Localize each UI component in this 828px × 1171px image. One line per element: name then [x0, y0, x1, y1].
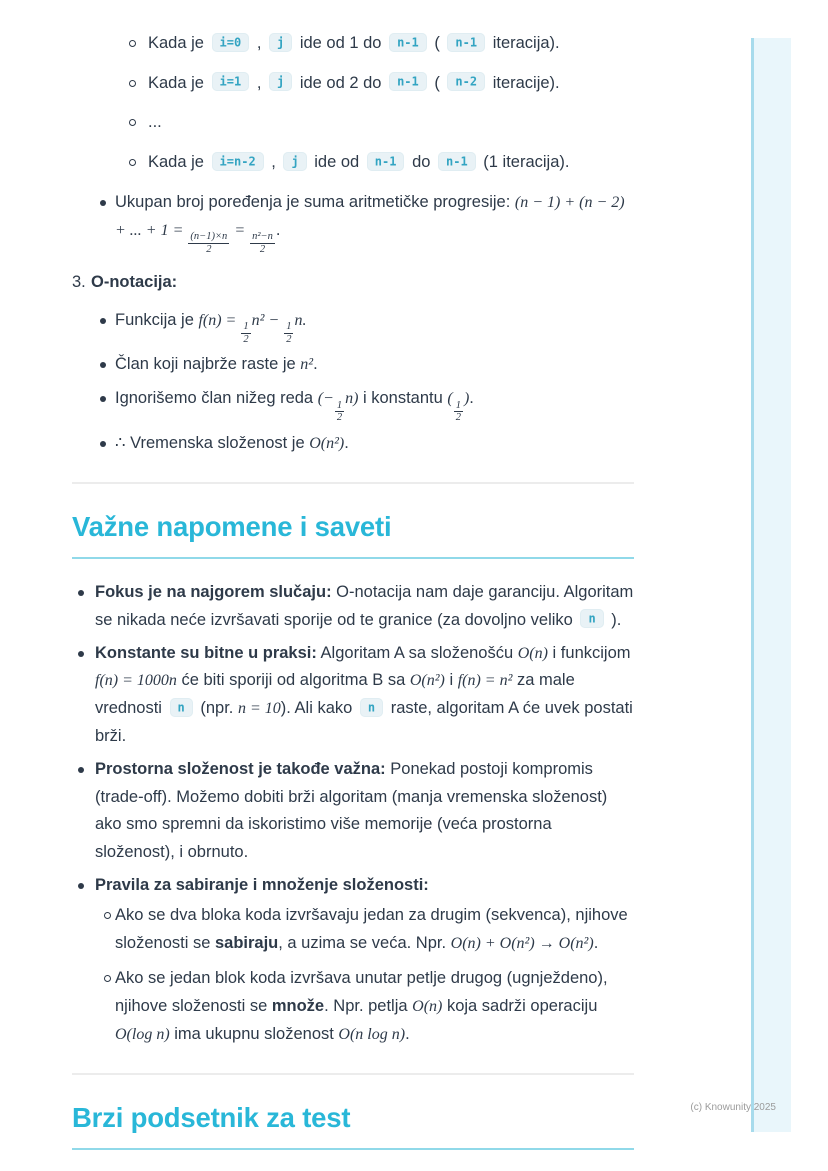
bullet-marker	[104, 912, 111, 919]
text-segment: za male vrednosti	[95, 671, 575, 718]
list-item	[95, 965, 634, 1048]
code-badge: n-1	[447, 33, 485, 52]
text-segment: Kada je	[148, 153, 209, 172]
text-segment: (	[429, 34, 445, 52]
fraction: $\frac{1}{2}$	[455, 399, 461, 424]
list-item-text	[115, 355, 318, 373]
numbered-item-o-notation	[72, 269, 634, 297]
list-item	[95, 902, 634, 958]
bold-text: sabiraju	[214, 934, 279, 953]
list-item-text	[95, 644, 633, 746]
code-badge: j	[283, 152, 306, 171]
notes-list	[72, 579, 634, 1048]
code-badge: n-1	[389, 72, 427, 91]
text-segment: Član koji najbrže raste je	[115, 355, 301, 374]
code-badge: j	[269, 33, 292, 52]
math-segment: n.	[294, 311, 307, 329]
text-segment: Funkcija je	[115, 310, 199, 329]
text-segment: .	[469, 389, 474, 408]
bold-text: množe	[271, 996, 325, 1015]
o-notation-list	[72, 307, 634, 458]
section-divider	[72, 482, 634, 484]
text-segment: ide od 2 do	[295, 73, 387, 92]
bullet-marker	[100, 441, 106, 447]
code-badge: n	[170, 698, 193, 717]
code-badge: j	[269, 72, 292, 91]
code-badge: i=0	[212, 33, 250, 52]
math-segment: f(n) = n²	[457, 672, 513, 690]
text-segment: ,	[266, 153, 281, 172]
list-item-text	[115, 906, 628, 952]
text-segment: ). Ali kako	[280, 699, 357, 718]
list-item-text	[148, 34, 560, 52]
bullet-marker	[129, 80, 136, 87]
math-segment: O(log n)	[115, 1025, 170, 1043]
text-segment: ,	[252, 73, 266, 92]
text-segment: iteracija).	[488, 34, 560, 52]
list-item-text	[115, 969, 608, 1043]
text-segment: (	[429, 73, 445, 92]
math-segment: O(n²)	[309, 434, 345, 452]
text-segment: .	[313, 355, 318, 374]
list-item	[72, 756, 634, 867]
math-segment: n²	[300, 356, 314, 374]
document-content	[72, 30, 634, 1170]
text-segment: .	[275, 220, 281, 239]
item-number: 3.	[72, 273, 86, 292]
text-segment: Algoritam A sa složenošću	[316, 643, 518, 662]
text-segment: Kada je	[148, 34, 209, 52]
code-badge: n	[360, 698, 383, 717]
list-item	[72, 149, 634, 177]
bullet-marker	[104, 975, 111, 982]
math-segment: n)	[345, 390, 359, 408]
code-badge: i=1	[212, 72, 250, 91]
nested-list	[95, 902, 634, 1048]
text-segment: i konstantu	[358, 389, 448, 408]
code-badge: n-2	[447, 72, 485, 91]
text-segment: ima ukupnu složenost	[169, 1024, 339, 1043]
copyright-note: (c) Knowunity 2025	[690, 1102, 776, 1113]
text-segment: . Npr. petlja	[324, 996, 413, 1015]
section-heading-reminder: Brzi podsetnik za test	[72, 1101, 634, 1150]
list-item-text	[148, 153, 569, 171]
list-item	[72, 70, 634, 98]
bullet-marker	[129, 119, 136, 126]
text-segment: Ako se dva bloka koda izvršavaju jedan za drugim (sekvenca), njihove složenosti se	[115, 906, 628, 953]
math-segment: O(n)	[412, 997, 443, 1015]
text-segment: ide od 1 do	[295, 34, 387, 52]
list-item	[72, 189, 634, 255]
text-segment: i	[444, 671, 458, 690]
fraction: $\frac{(n-1)\times n}{2}$	[190, 231, 228, 255]
list-item	[72, 351, 634, 379]
list-item-text	[148, 74, 560, 92]
text-segment: Ignorišemo član nižeg reda	[115, 389, 318, 408]
bullet-marker	[78, 651, 84, 657]
bold-text: Pravila za sabiranje i množenje složenosti:	[95, 875, 429, 894]
list-item-text	[95, 760, 607, 861]
fraction: $\frac{1}{2}$	[336, 399, 343, 424]
text-segment: će biti sporiji od algoritma B sa	[176, 671, 410, 690]
bullet-marker	[78, 590, 84, 596]
math-segment: O(n log n)	[338, 1025, 406, 1043]
math-segment: f(n) =	[198, 311, 241, 329]
bullet-marker	[100, 318, 106, 324]
list-item-text	[95, 876, 429, 894]
text-segment: do	[407, 153, 436, 172]
fraction: $\frac{1}{2}$	[243, 321, 249, 345]
bullet-marker	[100, 362, 106, 368]
math-segment: (−	[317, 390, 334, 408]
math-segment: n² −	[251, 311, 284, 329]
text-segment: ∴ Vremenska složenost je	[115, 433, 310, 452]
list-item	[72, 30, 634, 58]
math-segment: (	[447, 390, 453, 408]
bullet-marker	[129, 159, 136, 166]
math-segment: n = 10	[237, 700, 281, 718]
list-item	[72, 872, 634, 1049]
text-segment: Ukupan broj poređenja je suma aritmetičke progresije:	[115, 192, 515, 211]
bold-text: Prostorna složenost je takođe važna:	[95, 759, 386, 778]
list-item	[72, 385, 634, 424]
math-segment: =	[230, 221, 250, 239]
math-segment: O(n)	[517, 644, 548, 662]
list-item	[72, 579, 634, 634]
list-item-text	[115, 192, 625, 255]
list-item-text	[115, 310, 307, 345]
text-segment: .	[405, 1024, 410, 1043]
list-item-text	[115, 434, 349, 452]
text-segment: koja sadrži operaciju	[442, 996, 598, 1015]
text-segment: Ponekad postoji kompromis (trade-off). Možemo dobiti brži algoritam (manja vremenska složenost) ako smo spremni da iskoristimo više memorije (veća prostorna složenost), i obrnuto.	[95, 759, 608, 862]
math-segment: O(n²)	[409, 672, 445, 690]
list-item	[72, 109, 634, 137]
code-badge: n-1	[438, 152, 476, 171]
list-item-text	[115, 389, 474, 424]
section-divider-2	[72, 1073, 634, 1075]
bullet-marker	[78, 883, 84, 889]
list-item-text	[95, 583, 633, 629]
math-segment: O(n) + O(n²) → O(n²)	[450, 935, 594, 953]
bullet-marker	[78, 767, 84, 773]
page-edge-strip	[751, 38, 791, 1132]
iteration-cases-list	[72, 30, 634, 177]
bullet-marker	[100, 396, 106, 402]
text-segment: (npr.	[195, 699, 238, 718]
code-badge: n-1	[367, 152, 405, 171]
code-badge: n-1	[389, 33, 427, 52]
text-segment: (1 iteracija).	[478, 153, 570, 172]
math-segment: (n − 1) + (n − 2) + ... + 1 =	[115, 193, 625, 239]
text-segment: O-notacija nam daje garanciju. Algoritam se nikada neće izvršavati sporije od te granice (za dovoljno veliko	[95, 583, 634, 629]
item-title: O-notacija:	[91, 273, 178, 292]
text-segment: ...	[148, 113, 162, 132]
bold-text: Konstante su bitne u praksi:	[95, 643, 317, 662]
text-segment: ).	[606, 610, 622, 629]
text-segment: ide od	[309, 153, 364, 172]
text-segment: ,	[252, 34, 266, 52]
list-item	[72, 640, 634, 751]
math-segment: f(n) = 1000n	[95, 672, 177, 690]
bold-text: Fokus je na najgorem slučaju:	[95, 583, 332, 602]
bullet-marker	[100, 200, 106, 206]
text-segment: Ako se jedan blok koda izvršava unutar petlje drugog (ugnježdeno), njihove složenosti se	[115, 969, 608, 1015]
text-segment: iteracije).	[488, 73, 560, 92]
list-item-text	[148, 113, 162, 131]
math-segment: )	[463, 390, 470, 408]
text-segment: i funkcijom	[547, 643, 631, 662]
sum-bullet-list	[72, 189, 634, 255]
text-segment: , a uzima se veća. Npr.	[278, 934, 451, 953]
text-segment: Kada je	[148, 73, 209, 92]
fraction: $\frac{1}{2}$	[286, 321, 292, 345]
code-badge: i=n-2	[212, 152, 264, 171]
text-segment: .	[344, 433, 349, 452]
text-segment: .	[593, 934, 599, 953]
code-badge: n	[580, 609, 603, 628]
list-item	[72, 430, 634, 458]
bullet-marker	[129, 40, 136, 47]
list-item	[72, 307, 634, 346]
text-segment: raste, algoritam A će uvek postati brži.	[95, 699, 633, 746]
section-heading-notes: Važne napomene i saveti	[72, 510, 634, 559]
fraction: $\frac{\text{n²−n}}{2}$	[252, 231, 273, 255]
